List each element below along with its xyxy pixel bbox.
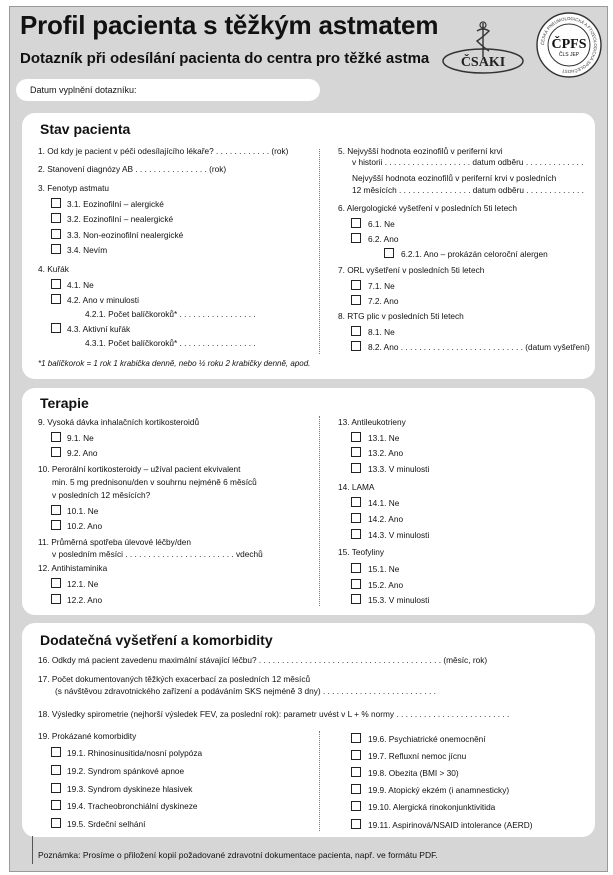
option-19-9: 19.9. Atopický ekzém (i anamnesticky) [368, 785, 510, 795]
checkbox-7-1[interactable] [351, 280, 361, 290]
checkbox-13-2[interactable] [351, 447, 361, 457]
checkbox-12-2[interactable] [51, 594, 61, 604]
checkbox-19-9[interactable] [351, 784, 361, 794]
q15-text: 15. Teofyliny [338, 547, 384, 557]
checkbox-10-2[interactable] [51, 520, 61, 530]
checkbox-19-8[interactable] [351, 767, 361, 777]
date-label: Datum vyplnění dotazníku: [30, 85, 137, 95]
q17-text-1: 17. Počet dokumentovaných těžkých exacerbací za posledních 12 měsíců [38, 674, 311, 684]
checkbox-4-3[interactable] [51, 323, 61, 333]
checkbox-6-2-1[interactable] [384, 248, 394, 258]
option-9-1: 9.1. Ne [67, 433, 94, 443]
option-4-2-1: 4.2.1. Počet balíčkoroků* . . . . . . . . . . . . . . . . . [85, 309, 256, 319]
checkbox-4-2[interactable] [51, 294, 61, 304]
option-19-4: 19.4. Tracheobronchiální dyskineze [67, 801, 198, 811]
column-divider [319, 149, 320, 354]
q13-text: 13. Antileukotrieny [338, 417, 406, 427]
q14-text: 14. LAMA [338, 482, 375, 492]
q19-text: 19. Prokázané komorbidity [38, 731, 137, 741]
option-6-2: 6.2. Ano [368, 234, 399, 244]
q12-text: 12. Antihistaminika [38, 563, 108, 573]
checkbox-6-1[interactable] [351, 218, 361, 228]
option-19-3: 19.3. Syndrom dyskineze hlasivek [67, 784, 193, 794]
checkbox-19-11[interactable] [351, 819, 361, 829]
date-field[interactable] [16, 79, 320, 101]
checkbox-19-3[interactable] [51, 783, 61, 793]
q5-text-4: 12 měsících . . . . . . . . . . . . . . . . datum odběru . . . . . . . . . . . . . [352, 185, 584, 195]
q7-text: 7. ORL vyšetření v posledních 5ti letech [338, 265, 485, 275]
q18-text: 18. Výsledky spirometrie (nejhorší výsledek FEV, za poslední rok): parametr uvést v L + % normy . . . . . . . . . . . . . . . . . . . . . . . . . [38, 709, 510, 719]
option-9-2: 9.2. Ano [67, 448, 98, 458]
checkbox-19-10[interactable] [351, 801, 361, 811]
q10-text-1: 10. Perorální kortikosteroidy – užíval pacient ekvivalent [38, 464, 241, 474]
option-15-1: 15.1. Ne [368, 564, 400, 574]
checkbox-19-2[interactable] [51, 765, 61, 775]
option-10-1: 10.1. Ne [67, 506, 99, 516]
q8-text: 8. RTG plic v posledních 5ti letech [338, 311, 464, 321]
q5-text-2: v historii . . . . . . . . . . . . . . . . . . . datum odběru . . . . . . . . . . . . . [352, 157, 584, 167]
section-title-dodatecna: Dodatečná vyšetření a komorbidity [40, 632, 273, 648]
checkbox-19-5[interactable] [51, 818, 61, 828]
option-4-3-1: 4.3.1. Počet balíčkoroků* . . . . . . . . . . . . . . . . . [85, 338, 256, 348]
cpfs-logo-ring-text: ČESKÁ PNEUMOLOGICKÁ A FTIZEOLOGICKÁ SPOLEČNOST [539, 15, 599, 75]
option-8-1: 8.1. Ne [368, 327, 395, 337]
checkbox-12-1[interactable] [51, 578, 61, 588]
q11-text-2: v posledním měsíci . . . . . . . . . . . . . . . . . . . . . . . . vdechů [52, 549, 263, 559]
q2-text: 2. Stanovení diagnózy AB . . . . . . . . . . . . . . . . (rok) [38, 164, 227, 174]
option-13-3: 13.3. V minulosti [368, 464, 430, 474]
q10-text-3: v posledních 12 měsících? [52, 490, 151, 500]
column-divider [319, 416, 320, 606]
option-3-3: 3.3. Non-eozinofilní nealergické [67, 230, 184, 240]
checkbox-19-4[interactable] [51, 800, 61, 810]
option-12-2: 12.2. Ano [67, 595, 103, 605]
option-19-11: 19.11. Aspirinová/NSAID intolerance (AERD) [368, 820, 533, 830]
option-7-2: 7.2. Ano [368, 296, 399, 306]
q9-text: 9. Vysoká dávka inhalačních kortikosteroidů [38, 417, 200, 427]
checkbox-6-2[interactable] [351, 233, 361, 243]
option-19-1: 19.1. Rhinosinusitida/nosní polypóza [67, 748, 203, 758]
option-6-2-1: 6.2.1. Ano – prokázán celoroční alergen [401, 249, 548, 259]
option-14-3: 14.3. V minulosti [368, 530, 430, 540]
checkbox-19-7[interactable] [351, 750, 361, 760]
checkbox-8-2[interactable] [351, 341, 361, 351]
page-title: Profil pacienta s těžkým astmatem [20, 10, 439, 40]
checkbox-13-1[interactable] [351, 432, 361, 442]
q11-text-1: 11. Průměrná spotřeba úlevové léčby/den [38, 537, 191, 547]
option-3-2: 3.2. Eozinofilní – nealergické [67, 214, 174, 224]
option-10-2: 10.2. Ano [67, 521, 103, 531]
option-3-1: 3.1. Eozinofilní – alergické [67, 199, 164, 209]
cpfs-logo-subtext: ČLS JEP [558, 52, 580, 58]
checkbox-10-1[interactable] [51, 505, 61, 515]
checkbox-3-1[interactable] [51, 198, 61, 208]
footnote: *1 balíčkorok = 1 rok 1 krabička denně, nebo ½ roku 2 krabičky denně, apod. [38, 359, 311, 368]
option-19-7: 19.7. Refluxní nemoc jícnu [368, 751, 467, 761]
option-6-1: 6.1. Ne [368, 219, 395, 229]
checkbox-8-1[interactable] [351, 326, 361, 336]
checkbox-13-3[interactable] [351, 463, 361, 473]
option-8-2: 8.2. Ano . . . . . . . . . . . . . . . . . . . . . . . . . . . (datum vyšetření) [368, 342, 590, 352]
option-15-3: 15.3. V minulosti [368, 595, 430, 605]
option-19-2: 19.2. Syndrom spánkové apnoe [67, 766, 185, 776]
checkbox-3-3[interactable] [51, 229, 61, 239]
q3-text: 3. Fenotyp astmatu [38, 183, 110, 193]
option-19-6: 19.6. Psychiatrické onemocnění [368, 734, 486, 744]
checkbox-19-1[interactable] [51, 747, 61, 757]
option-3-4: 3.4. Nevím [67, 245, 108, 255]
checkbox-3-4[interactable] [51, 244, 61, 254]
checkbox-15-2[interactable] [351, 579, 361, 589]
checkbox-9-1[interactable] [51, 432, 61, 442]
panel-dodatecna-vysetreni [22, 623, 595, 837]
cpfs-logo-text: ČPFS [551, 37, 587, 52]
option-13-1: 13.1. Ne [368, 433, 400, 443]
column-divider [319, 731, 320, 831]
option-12-1: 12.1. Ne [67, 579, 99, 589]
panel-stav-pacienta [22, 113, 595, 379]
q17-text-2: (s návštěvou zdravotnického zařízení a podáváním SKS nejméně 3 dny) . . . . . . . . . . . . . . . . . . . . . . . . . [55, 686, 436, 696]
option-4-2: 4.2. Ano v minulosti [67, 295, 139, 305]
option-15-2: 15.2. Ano [368, 580, 404, 590]
q5-text-3: Nejvyšší hodnota eozinofilů v periferní krvi v posledních [352, 173, 557, 183]
cpfs-logo [536, 12, 602, 78]
q1-text: 1. Od kdy je pacient v péči odesílajícího lékaře? . . . . . . . . . . . . (rok) [38, 146, 289, 156]
q6-text: 6. Alergologické vyšetření v posledních 5ti letech [338, 203, 517, 213]
section-title-stav: Stav pacienta [40, 121, 131, 137]
checkbox-9-2[interactable] [51, 447, 61, 457]
note-divider [32, 836, 33, 864]
checkbox-14-1[interactable] [351, 497, 361, 507]
panel-terapie [22, 388, 595, 615]
option-4-3: 4.3. Aktivní kuřák [67, 324, 131, 334]
q16-text: 16. Odkdy má pacient zavedenu maximální stávající léčbu? . . . . . . . . . . . . . . . . . . . . . . . . . . . . . . . . . . . . . . . . (měsíc, rok) [38, 655, 488, 665]
checkbox-19-6[interactable] [351, 733, 361, 743]
q5-text-1: 5. Nejvyšší hodnota eozinofilů v periferní krvi [338, 146, 503, 156]
checkbox-15-3[interactable] [351, 594, 361, 604]
option-4-1: 4.1. Ne [67, 280, 94, 290]
option-14-2: 14.2. Ano [368, 514, 404, 524]
checkbox-3-2[interactable] [51, 213, 61, 223]
checkbox-14-3[interactable] [351, 529, 361, 539]
option-13-2: 13.2. Ano [368, 448, 404, 458]
checkbox-4-1[interactable] [51, 279, 61, 289]
option-19-10: 19.10. Alergická rinokonjunktivitida [368, 802, 496, 812]
q4-text: 4. Kuřák [38, 264, 69, 274]
checkbox-14-2[interactable] [351, 513, 361, 523]
option-14-1: 14.1. Ne [368, 498, 400, 508]
csaki-logo [437, 17, 529, 77]
option-7-1: 7.1. Ne [368, 281, 395, 291]
option-19-5: 19.5. Srdeční selhání [67, 819, 146, 829]
option-19-8: 19.8. Obezita (BMI > 30) [368, 768, 459, 778]
section-title-terapie: Terapie [40, 395, 89, 411]
q10-text-2: min. 5 mg prednisonu/den v souhrnu nejméně 6 měsíců [52, 477, 257, 487]
checkbox-15-1[interactable] [351, 563, 361, 573]
checkbox-7-2[interactable] [351, 295, 361, 305]
footer-note: Poznámka: Prosíme o přiložení kopií požadované zdravotní dokumentace pacienta, např. ve formátu PDF. [38, 850, 438, 860]
page-subtitle: Dotazník při odesílání pacienta do centra pro těžké astma [20, 50, 430, 67]
csaki-logo-text: ČSAKI [460, 55, 506, 70]
